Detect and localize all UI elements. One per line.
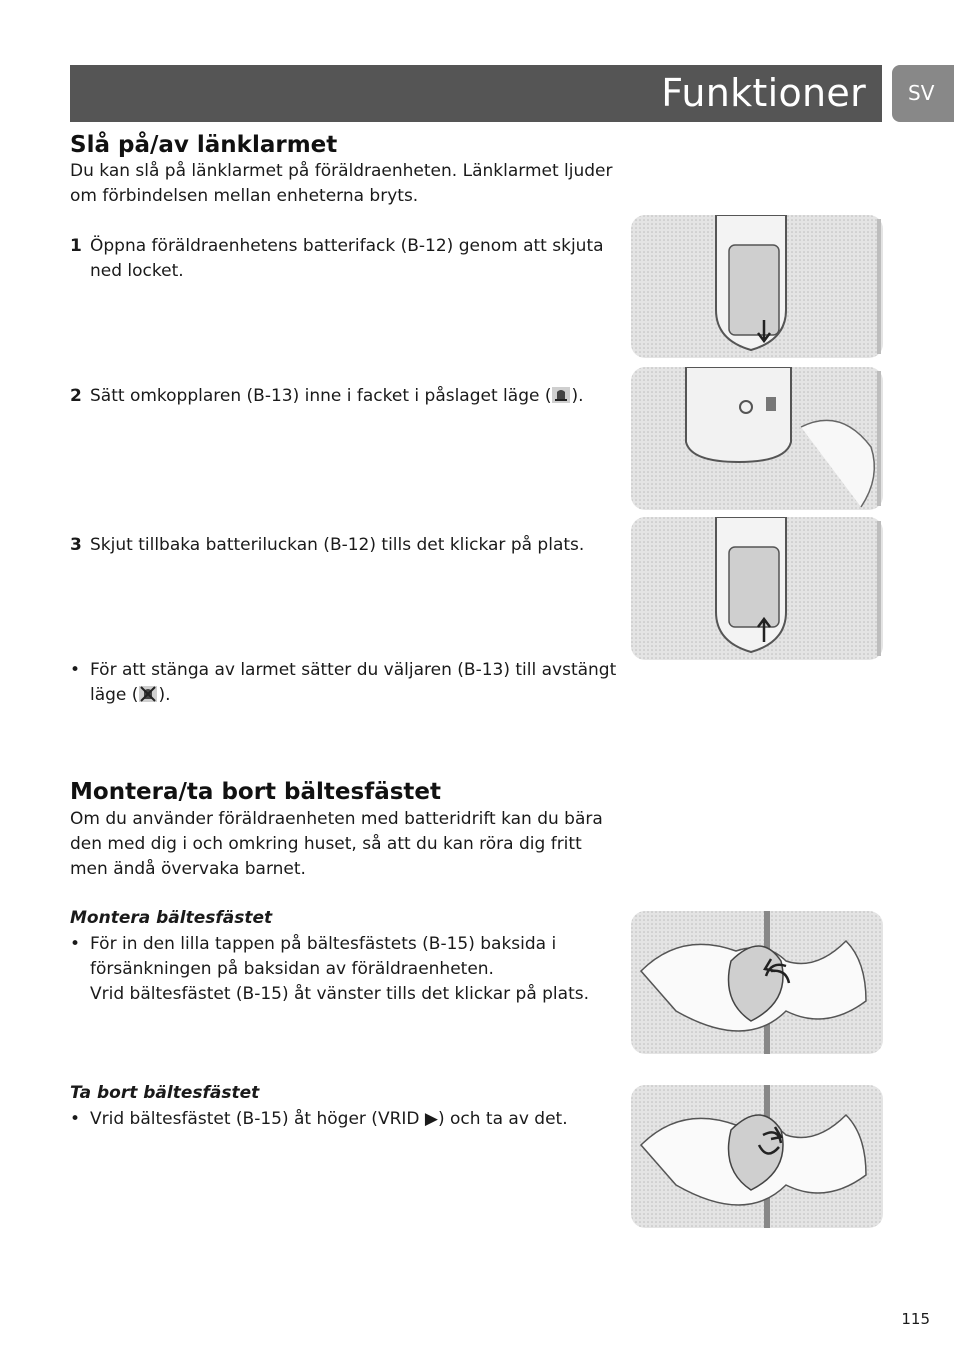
- section2-intro-line-1: Om du använder föräldraenheten med batteridrift kan du bära: [70, 809, 603, 829]
- language-tab: [892, 65, 954, 122]
- illustration-mount-belt-clip: [631, 911, 883, 1054]
- section1-intro-line-1: Du kan slå på länklarmet på föräldraenheten. Länklarmet ljuder: [70, 161, 613, 181]
- note-line-2-post: ).: [158, 685, 171, 705]
- remove-subheading: Ta bort bältesfästet: [70, 1083, 260, 1103]
- step-2-number: 2: [70, 386, 82, 406]
- illustration-remove-belt-clip: [631, 1085, 883, 1228]
- language-label: SV: [908, 81, 935, 105]
- illustration-switch-on: [631, 367, 883, 510]
- mount-subheading: Montera bältesfästet: [70, 908, 273, 928]
- mount-text-line-1: För in den lilla tappen på bältesfästets (B-15) baksida i: [90, 934, 557, 954]
- step-1-number: 1: [70, 236, 82, 256]
- mount-text-line-3: Vrid bältesfästet (B-15) åt vänster tills det klickar på plats.: [90, 984, 589, 1004]
- section1-intro-line-2: om förbindelsen mellan enheterna bryts.: [70, 186, 419, 206]
- page-number: 115: [901, 1310, 930, 1328]
- step-3-number: 3: [70, 535, 82, 555]
- step-2-text-pre: Sätt omkopplaren (B-13) inne i facket i påslaget läge (: [90, 386, 552, 406]
- note-line-2-pre: läge (: [90, 685, 139, 705]
- step-3-text: Skjut tillbaka batteriluckan (B-12) tills det klickar på plats.: [90, 535, 585, 555]
- section-title-link-alarm: Slå på/av länklarmet: [70, 132, 338, 158]
- section2-intro-line-3: men ändå övervaka barnet.: [70, 859, 306, 879]
- section-title-belt-clip: Montera/ta bort bältesfästet: [70, 779, 442, 805]
- remove-text: Vrid bältesfästet (B-15) åt höger (VRID ▶) och ta av det.: [90, 1109, 568, 1129]
- step-2-text-post: ).: [571, 386, 584, 406]
- illustration-open-battery-cover: [631, 215, 883, 358]
- note-bullet: •: [70, 660, 81, 680]
- remove-bullet: •: [70, 1109, 81, 1129]
- chapter-title: Funktioner: [661, 71, 866, 115]
- illustration-close-battery-cover: [631, 517, 883, 660]
- mount-bullet: •: [70, 934, 81, 954]
- note-line-1: För att stänga av larmet sätter du väljaren (B-13) till avstängt: [90, 660, 617, 680]
- chapter-header: [70, 65, 882, 122]
- alarm-on-icon: [551, 386, 571, 404]
- note-line-2: [90, 683, 170, 708]
- step-2-text: [90, 384, 584, 409]
- step-1-text-line-2: ned locket.: [90, 261, 184, 281]
- alarm-off-icon: [138, 685, 158, 703]
- step-1-text-line-1: Öppna föräldraenhetens batterifack (B-12) genom att skjuta: [90, 236, 604, 256]
- mount-text-line-2: försänkningen på baksidan av föräldraenheten.: [90, 959, 494, 979]
- section2-intro-line-2: den med dig i och omkring huset, så att du kan röra dig fritt: [70, 834, 582, 854]
